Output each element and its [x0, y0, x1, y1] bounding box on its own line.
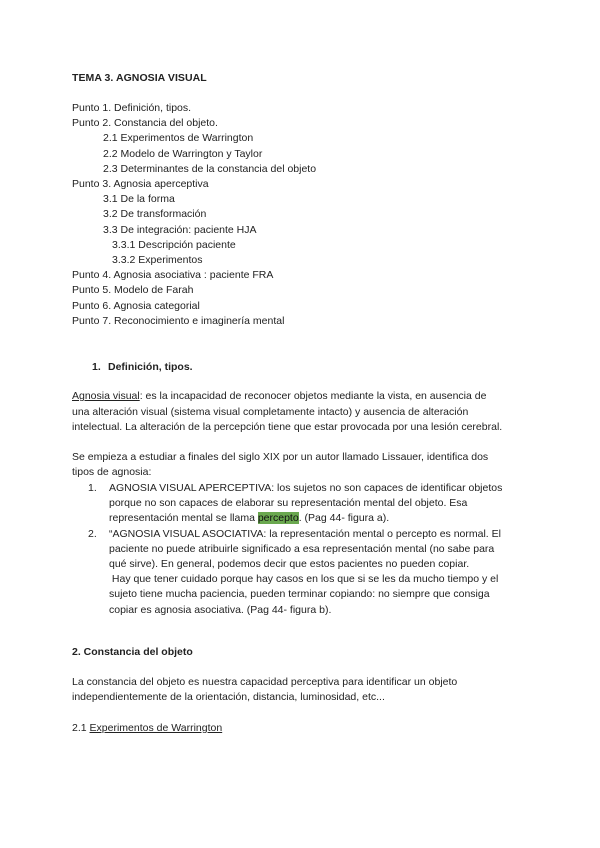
- toc-item: Punto 2. Constancia del objeto.: [72, 117, 218, 130]
- toc-item: 3.3.2 Experimentos: [112, 254, 203, 267]
- list-item-line: paciente no puede atribuirle significado a esa representación mental (no sabe para: [109, 542, 495, 555]
- list-item-number: 2.: [88, 527, 97, 540]
- list-item: [72, 481, 502, 527]
- section-2-heading: 2. Constancia del objeto: [72, 646, 193, 658]
- agnosia-types-list: [72, 481, 502, 618]
- toc-item: 3.3 De integración: paciente HJA: [103, 223, 257, 236]
- list-item-number: 1.: [88, 482, 97, 494]
- definition-line: : es la incapacidad de reconocer objetos mediante la vista, en ausencia de: [139, 390, 487, 402]
- subsection-number: 2.1: [72, 722, 90, 734]
- toc-item: Punto 6. Agnosia categorial: [72, 299, 200, 312]
- toc-item: Punto 1. Definición, tipos.: [72, 102, 192, 114]
- toc-item: 2.3 Determinantes de la constancia del objeto: [103, 162, 317, 175]
- paragraph-line: La constancia del objeto es nuestra capacidad perceptiva para identificar un objeto: [72, 676, 458, 688]
- toc-item: 2.1 Experimentos de Warrington: [103, 132, 254, 145]
- toc-item: Punto 3. Agnosia aperceptiva: [72, 178, 209, 191]
- list-item: [72, 527, 502, 618]
- section-1-number: 1.: [92, 361, 101, 373]
- definition-line: intelectual. La alteración de la percepción tiene que estar provocada por una lesión cerebral.: [72, 421, 503, 433]
- toc-item: Punto 5. Modelo de Farah: [72, 284, 194, 297]
- subsection-title: Experimentos de Warrington: [89, 722, 223, 734]
- list-item-line: qué sirve). En general, podemos decir que estos pacientes no pueden copiar.: [109, 558, 470, 571]
- list-item-line: . (Pag 44- figura a).: [298, 512, 390, 525]
- list-item-line: Hay que tener cuidado porque hay casos en los que si se les da mucho tiempo y el: [109, 573, 499, 586]
- section-1-heading: [92, 361, 193, 373]
- highlighted-term: percepto: [257, 512, 299, 525]
- paragraph-line: independientemente de la orientación, distancia, luminosidad, etc...: [72, 691, 385, 704]
- section-2-paragraph: [72, 675, 457, 705]
- toc-item: Punto 7. Reconocimiento e imaginería mental: [72, 314, 285, 327]
- list-item-line: “AGNOSIA VISUAL ASOCIATIVA: la representación mental o percepto es normal. El: [109, 527, 501, 540]
- definition-term: Agnosia visual: [72, 390, 140, 402]
- definition-line: una alteración visual (sistema visual completamente intacto) y ausencia de alteración: [72, 405, 469, 418]
- toc-item: 3.1 De la forma: [103, 193, 175, 206]
- definition-paragraph: [72, 389, 502, 436]
- intro-paragraph: [72, 450, 488, 479]
- list-item-line: representación mental se llama: [109, 512, 258, 525]
- section-1-title: Definición, tipos.: [108, 361, 193, 373]
- list-item-line: AGNOSIA VISUAL APERCEPTIVA: los sujetos no son capaces de identificar objetos: [109, 482, 503, 494]
- table-of-contents: [72, 101, 316, 329]
- subsection-2-1-heading: [72, 722, 222, 734]
- toc-item: 3.2 De transformación: [103, 208, 207, 221]
- list-item-line: porque no son capaces de elaborar su representación mental del objeto. Esa: [109, 497, 468, 510]
- toc-item: Punto 4. Agnosia asociativa : paciente FRA: [72, 269, 274, 282]
- intro-line: tipos de agnosia:: [72, 465, 152, 478]
- toc-item: 2.2 Modelo de Warrington y Taylor: [103, 147, 263, 160]
- toc-item: 3.3.1 Descripción paciente: [112, 238, 236, 251]
- intro-line: Se empieza a estudiar a finales del siglo XIX por un autor llamado Lissauer, identifica dos: [72, 451, 489, 463]
- document-title: TEMA 3. AGNOSIA VISUAL: [72, 72, 207, 84]
- list-item-line: copiar es agnosia asociativa. (Pag 44- figura b).: [109, 603, 332, 616]
- list-item-line: sujeto tiene mucha paciencia, pueden terminar copiando: no siempre que consiga: [109, 588, 490, 601]
